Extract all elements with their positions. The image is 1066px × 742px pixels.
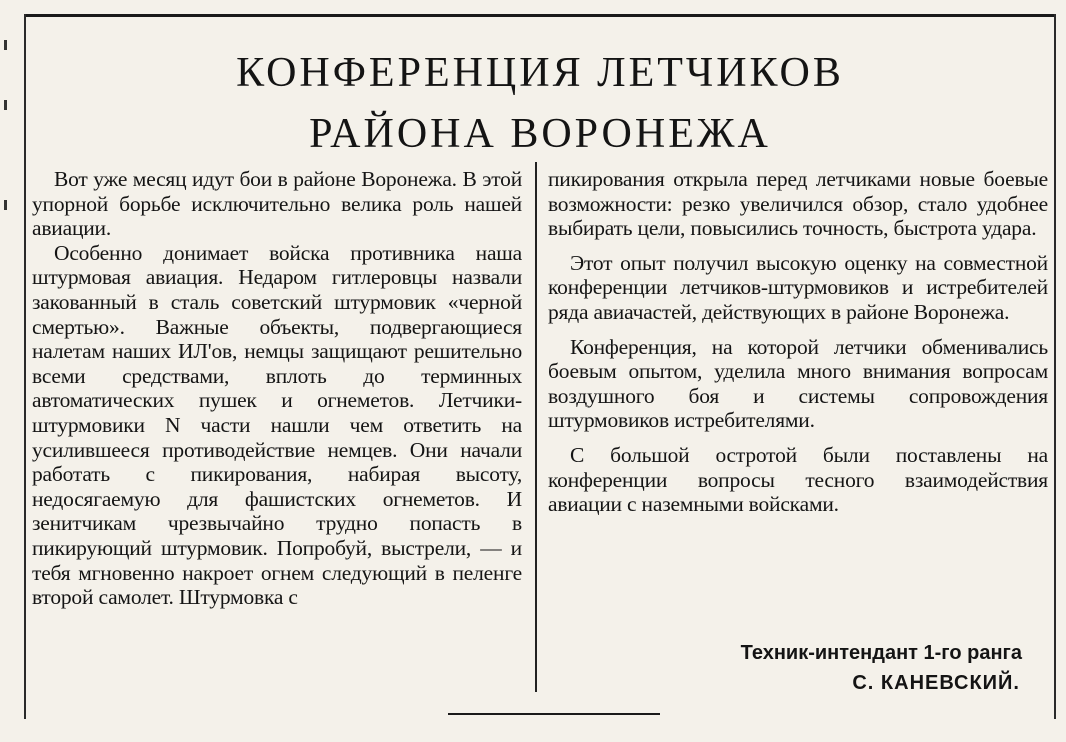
top-border-rule (24, 14, 1056, 17)
column-divider (535, 162, 537, 692)
margin-mark (4, 40, 7, 50)
paragraph: С большой остротой были поставлены на конференции вопросы тесного взаимодействия авиации с наземными войсками. (548, 442, 1048, 517)
left-border-rule (24, 14, 26, 719)
paragraph: Этот опыт получил высокую оценку на совместной конференции летчиков-штурмовиков и истребителей ряда авиачастей, действующих в районе Воронежа. (548, 250, 1048, 324)
paragraph: Вот уже месяц идут бои в районе Воронежа. В этой упорной борьбе исключительно велика роль нашей авиации. (32, 167, 522, 241)
paragraph: пикирования открыла перед летчиками новые боевые возможности: резко увеличился обзор, стало удобнее выбирать цели, повысились точность, быстрота удара. (548, 167, 1048, 241)
margin-mark (4, 100, 7, 110)
bottom-separator-rule (448, 713, 660, 715)
article-column-right (548, 167, 1048, 517)
paragraph: Конференция, на которой летчики обменивались боевым опытом, уделила много внимания вопросам воздушного боя и системы сопровождения штурмовиков истребителями. (548, 334, 1048, 433)
right-border-rule (1054, 14, 1056, 719)
article-column-left (32, 167, 522, 610)
margin-mark (4, 200, 7, 210)
byline-name: С. КАНЕВСКИЙ. (852, 672, 1020, 694)
headline-line-1: КОНФЕРЕНЦИЯ ЛЕТЧИКОВ (236, 50, 844, 96)
byline-role: Техник-интендант 1-го ранга (740, 642, 1022, 664)
paragraph: Особенно донимает войска противника наша штурмовая авиация. Недаром гитлеровцы назвали закованный в сталь советский штурмовик «черной смертью». Важные объекты, подвергающиеся налетам наших ИЛ'ов, немцы защищают решительно всеми средствами, вплоть до терминных автоматических пушек и огнеметов. Летчики-штурмовики N части нашли чем ответить на усилившееся противодействие немцев. Они начали работать с пикирования, набирая высоту, недосягаемую для фашистских огнеметов. И зенитчикам чрезвычайно трудно попасть в пикирующий штурмовик. Попробуй, выстрели, — и тебя мгновенно накроет огнем следующий в пеленге второй самолет. Штурмовка с (32, 240, 522, 610)
headline-line-2: РАЙОНА ВОРОНЕЖА (309, 111, 771, 157)
